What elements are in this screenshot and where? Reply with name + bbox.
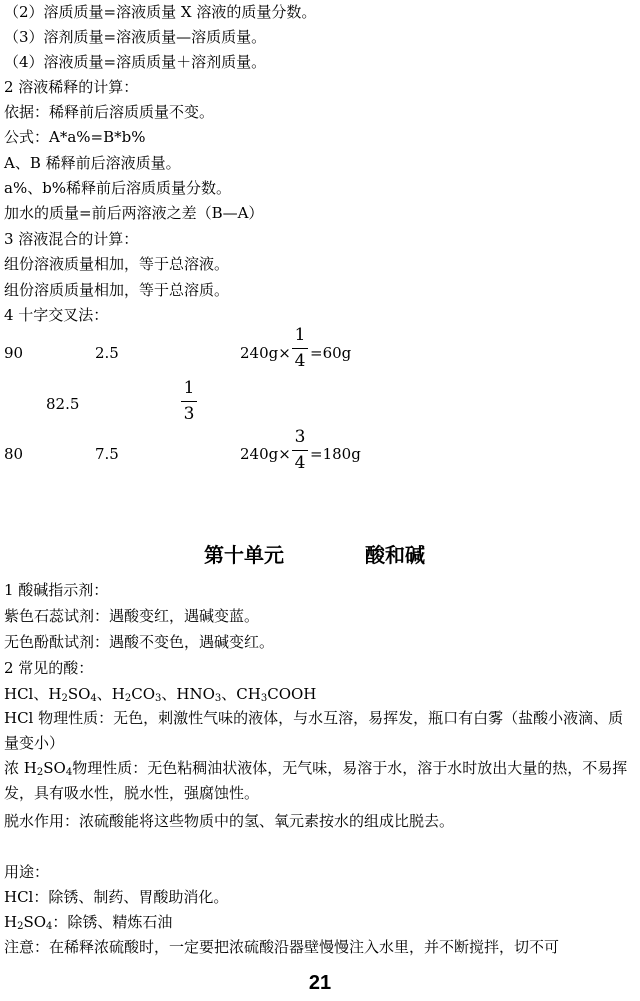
cross-value: 82.5: [46, 395, 80, 413]
fraction-numerator: 3: [294, 427, 306, 447]
formula-part: 、H: [96, 685, 125, 703]
formula-part: 浓 H: [4, 759, 37, 777]
subscript: 2: [17, 921, 24, 932]
cross-result: =180g: [310, 445, 361, 463]
unit-heading-number: 第十单元: [204, 543, 284, 567]
subscript: 4: [46, 921, 53, 932]
cross-result: =60g: [310, 344, 352, 362]
formula-part: 、CH: [221, 685, 261, 703]
text-line: 4 十字交叉法：: [4, 306, 109, 324]
formula-part: H: [4, 913, 18, 931]
text-line: （2）溶质质量=溶液质量 X 溶液的质量分数。: [4, 3, 317, 21]
text-line: a%、b%稀释前后溶质质量分数。: [4, 179, 232, 197]
subscript: 4: [90, 693, 97, 704]
text-line: 注意：在稀释浓硫酸时，一定要把浓硫酸沿器壁慢慢注入水里，并不断搅拌，切不可: [4, 938, 560, 956]
formula-part: COOH: [267, 685, 317, 703]
formula-part: SO: [67, 685, 91, 703]
text-line: 2 常见的酸：: [4, 659, 94, 677]
fraction-numerator: 1: [183, 378, 195, 398]
fraction: [292, 325, 308, 371]
text-line: 2 溶液稀释的计算：: [4, 78, 139, 96]
cross-calc: 240g×: [240, 445, 291, 463]
text-line: 用途：: [4, 863, 50, 881]
fraction-denominator: 4: [294, 453, 306, 473]
text-line: 加水的质量=前后两溶液之差（B—A）: [4, 204, 264, 222]
subscript: 3: [260, 693, 268, 704]
text-line: 紫色石蕊试剂：遇酸变红，遇碱变蓝。: [4, 607, 260, 625]
text-line: 1 酸碱指示剂：: [4, 581, 109, 599]
text-line: 3 溶液混合的计算：: [4, 230, 139, 248]
subscript: 2: [61, 693, 68, 704]
paragraph-h2so4-properties: [4, 756, 634, 806]
subscript: 3: [155, 693, 162, 704]
fraction-bar: [181, 401, 197, 402]
fraction-denominator: 4: [294, 351, 306, 371]
formula-part: HCl、H: [4, 685, 62, 703]
subscript: 2: [36, 767, 44, 778]
cross-value: 7.5: [95, 445, 119, 463]
text-line: 组份溶质质量相加，等于总溶质。: [4, 281, 230, 299]
subscript: 4: [65, 767, 73, 778]
fraction-denominator: 3: [183, 404, 195, 424]
cross-value: 90: [4, 344, 24, 362]
text-line: 公式：A*a%=B*b%: [4, 128, 146, 146]
cross-value: 80: [4, 445, 24, 463]
page-number: 21: [308, 972, 332, 994]
paragraph-text: 物理性质：无色粘稠油状液体，无气味，易溶于水，溶于水时放出大量的热，不易挥发，具有吸水性，脱水性，强腐蚀性。: [4, 759, 628, 802]
text-line: 依据：稀释前后溶质质量不变。: [4, 103, 215, 121]
cross-value: 2.5: [95, 344, 119, 362]
paragraph-text: ：除锈、精炼石油: [52, 913, 173, 931]
fraction-numerator: 1: [294, 325, 306, 345]
text-line: HCl：除锈、制药、胃酸助消化。: [4, 888, 229, 906]
text-line: A、B 稀释前后溶液质量。: [4, 154, 181, 172]
subscript: 3: [214, 693, 222, 704]
formula-part: SO: [23, 913, 47, 931]
text-line: 脱水作用：浓硫酸能将这些物质中的氢、氧元素按水的组成比脱去。: [4, 812, 455, 830]
paragraph-hcl-properties: HCl 物理性质：无色，刺激性气味的液体，与水互溶，易挥发，瓶口有白雾（盐酸小液滴、质量变小）: [4, 709, 624, 752]
formula-part: SO: [43, 759, 66, 777]
fraction: [292, 427, 308, 473]
unit-heading-title: 酸和碱: [365, 543, 425, 567]
fraction-bar: [292, 348, 308, 349]
cross-calc: 240g×: [240, 344, 291, 362]
text-line: （3）溶剂质量=溶液质量—溶质质量。: [4, 28, 267, 46]
formula-part: CO: [131, 685, 156, 703]
h2so4-uses: [4, 912, 634, 932]
text-line: 组份溶液质量相加，等于总溶液。: [4, 255, 230, 273]
text-line: 无色酚酞试剂：遇酸不变色，遇碱变红。: [4, 633, 275, 651]
text-line: （4）溶液质量=溶质质量＋溶剂质量。: [4, 53, 267, 71]
fraction: [181, 378, 197, 424]
fraction-bar: [292, 450, 308, 451]
acid-formulas: [4, 684, 634, 704]
subscript: 2: [124, 693, 132, 704]
formula-part: 、HNO: [161, 685, 215, 703]
